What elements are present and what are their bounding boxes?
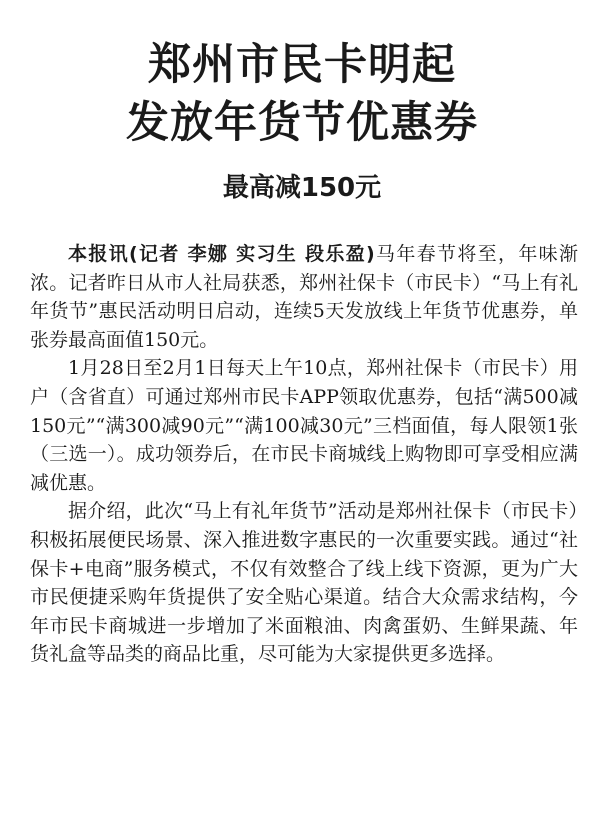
paragraph-2: 1月28日至2月1日每天上午10点，郑州社保卡（市民卡）用户（含省直）可通过郑州市民卡APP领取优惠券，包括“满500减150元”“满300减90元”“满100减30元”三档面值，每人限领1张（三选一）。成功领券后，在市民卡商城线上购物即可享受相应满减优惠。 [30, 357, 578, 494]
headline-line-2: 发放年货节优惠券 [126, 98, 478, 148]
paragraph-3: 据介绍，此次“马上有礼年货节”活动是郑州社保卡（市民卡）积极拓展便民场景、深入推进数字惠民的一次重要实践。通过“社保卡+电商”服务模式，不仅有效整合了线上线下资源，更为广大市民便捷采购年货提供了安全贴心渠道。结合大众需求结构，今年市民卡商城进一步增加了米面粮油、肉禽蛋奶、生鲜果蔬、年货礼盒等品类的商品比重，尽可能为大家提供更多选择。 [30, 500, 578, 666]
subheadline: 最高减150元 [222, 173, 382, 203]
paragraph-1-text: 马年春节将至，年味渐浓。记者昨日从市人社局获悉，郑州社保卡（市民卡）“马上有礼年货节”惠民活动明日启动，连续5天发放线上年货节优惠券，单张券最高面值150元。 [30, 243, 578, 351]
byline: 本报讯(记者 李娜 实习生 段乐盈) [68, 243, 375, 265]
headline-line-1: 郑州市民卡明起 [148, 40, 456, 90]
article-body [30, 240, 578, 669]
paragraph-1 [30, 240, 578, 354]
